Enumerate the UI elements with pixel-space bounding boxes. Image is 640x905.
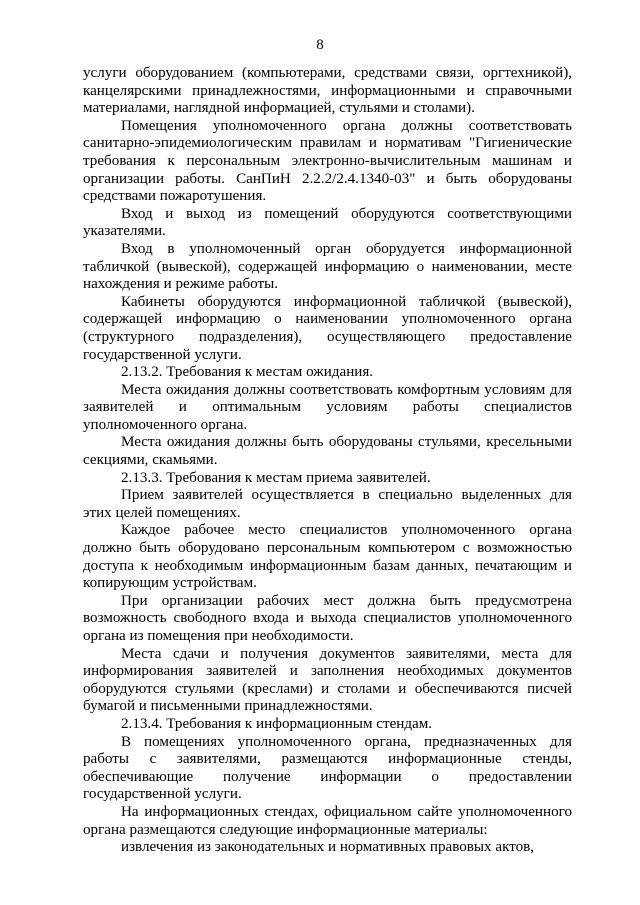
paragraph-10: Прием заявителей осуществляется в специально выделенных для этих целей помещениях. [83, 487, 572, 521]
section-heading-2-13-2: 2.13.2. Требования к местам ожидания. [121, 364, 374, 381]
paragraph-3: Вход и выход из помещений оборудуются соответствующими указателями. [83, 205, 572, 240]
paragraph-13: Места сдачи и получения документов заявителями, места для информирования заявителей и заполнения необходимых документов оборудуются стульями (креслами) и столами и обеспечиваются писчей бумагой и письменными принадлежностями. [83, 645, 572, 715]
page-number: 8 [316, 37, 324, 53]
paragraph-12: При организации рабочих мест должна быть предусмотрена возможность свободного входа и выхода специалистов уполномоченного органа из помещения при необходимости. [83, 592, 572, 644]
paragraph-2: Помещения уполномоченного органа должны соответствовать санитарно-эпидемиологическим правилам и нормативам "Гигиенические требования к персональным электронно-вычислительным машинам и организации работы. СанПиН 2.2.2/2.4.1340-03" и быть оборудованы средствами пожаротушения. [83, 117, 572, 205]
document-body [83, 65, 572, 857]
paragraph-17: извлечения из законодательных и нормативных правовых актов, [121, 839, 535, 856]
paragraph-11: Каждое рабочее место специалистов уполномоченного органа должно быть оборудовано персональным компьютером с возможностью доступа к необходимым информационным базам данных, печатающим и копирующим устройствам. [83, 522, 572, 592]
paragraph-15: В помещениях уполномоченного органа, предназначенных для работы с заявителями, размещаются информационные стенды, обеспечивающие получение информации о предоставлении государственной услуги. [83, 733, 572, 803]
paragraph-1: услуги оборудованием (компьютерами, средствами связи, оргтехникой), канцелярскими принадлежностями, информационными и справочными материалами, наглядной информацией, стульями и столами). [83, 65, 572, 117]
paragraph-4: Вход в уполномоченный орган оборудуется информационной табличкой (вывеской), содержащей информацию о наименовании, месте нахождения и режиме работы. [83, 240, 572, 293]
section-heading-2-13-4: 2.13.4. Требования к информационным стендам. [121, 715, 433, 732]
paragraph-16: На информационных стендах, официальном сайте уполномоченного органа размещаются следующие информационные материалы: [83, 803, 572, 838]
section-heading-2-13-3: 2.13.3. Требования к местам приема заявителей. [121, 469, 431, 486]
paragraph-5: Кабинеты оборудуются информационной табличкой (вывеской), содержащей информацию о наименовании уполномоченного органа (структурного подразделения), осуществляющего предоставление государственной услуги. [83, 293, 572, 363]
paragraph-8: Места ожидания должны быть оборудованы стульями, кресельными секциями, скамьями. [83, 434, 572, 469]
paragraph-7: Места ожидания должны соответствовать комфортным условиям для заявителей и оптимальным условиям работы специалистов уполномоченного органа. [83, 381, 572, 433]
